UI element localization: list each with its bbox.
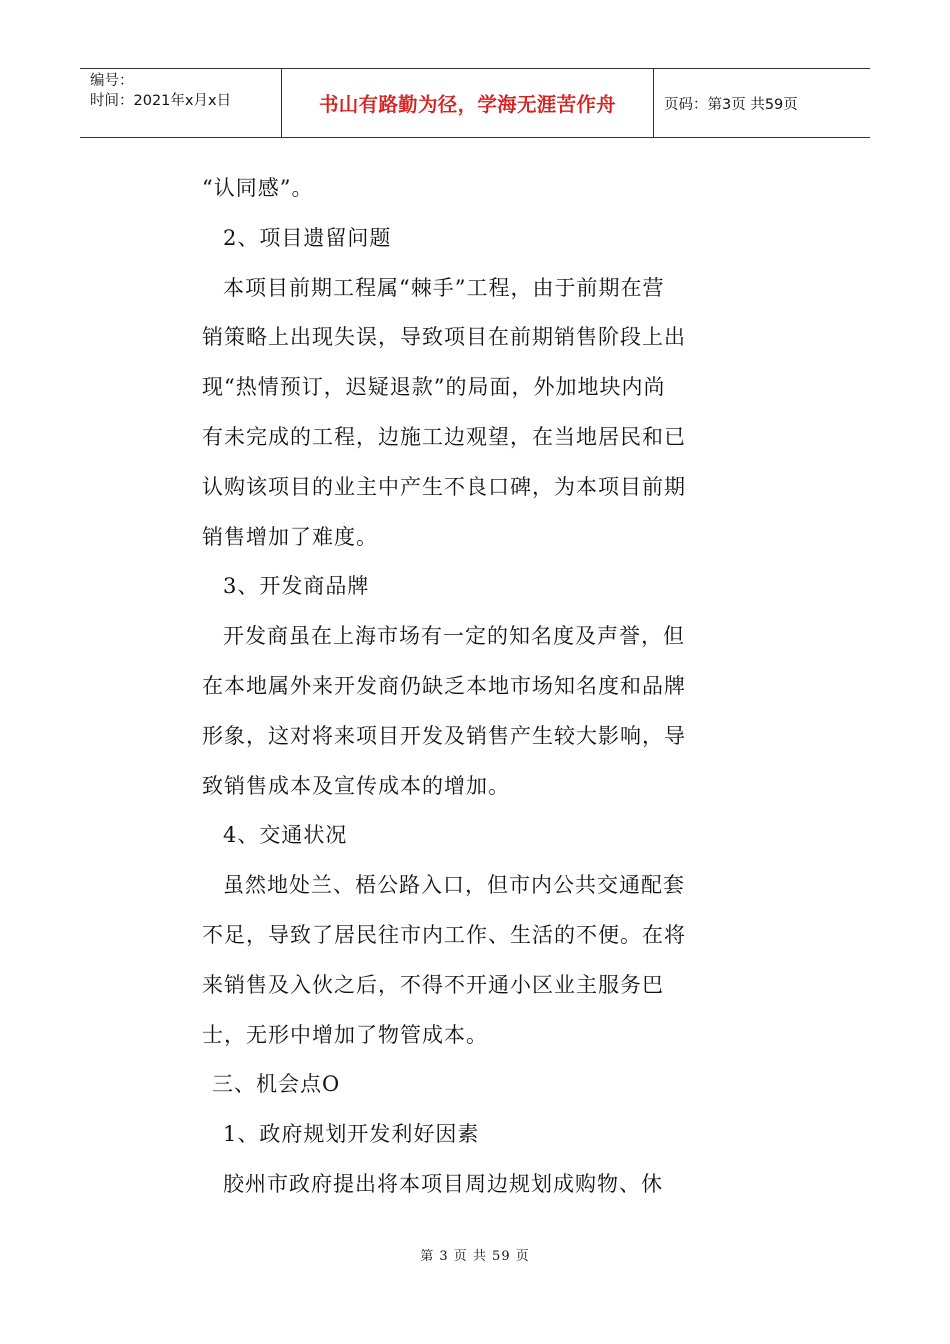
paragraph-line: 销售增加了难度。 xyxy=(202,524,378,549)
header-motto-cell xyxy=(282,69,654,137)
header-page-info: 页码：第3页 共59页 xyxy=(664,96,798,113)
document-time-label: 时间：2021年x月x日 xyxy=(90,93,232,109)
section-heading: 3、开发商品牌 xyxy=(223,574,370,599)
page-footer: 第 3 页 共 59 页 xyxy=(420,1249,530,1264)
paragraph-line: 销策略上出现失误，导致项目在前期销售阶段上出 xyxy=(202,325,686,350)
paragraph-line: “认同感”。 xyxy=(202,176,314,200)
paragraph-line: 士，无形中增加了物管成本。 xyxy=(202,1022,488,1047)
paragraph-line: 有未完成的工程，边施工边观望，在当地居民和已 xyxy=(202,424,686,449)
paragraph-line: 形象，这对将来项目开发及销售产生较大影响，导 xyxy=(202,723,686,748)
paragraph-line: 来销售及入伙之后，不得不开通小区业主服务巴 xyxy=(202,972,664,997)
paragraph-line: 在本地属外来开发商仍缺乏本地市场知名度和品牌 xyxy=(202,673,686,698)
chapter-heading: 三、机会点O xyxy=(212,1072,341,1097)
paragraph-line: 开发商虽在上海市场有一定的知名度及声誉，但 xyxy=(223,624,685,649)
paragraph-line: 本项目前期工程属“棘手”工程，由于前期在营 xyxy=(223,275,665,300)
paragraph-line: 不足，导致了居民往市内工作、生活的不便。在将 xyxy=(202,922,686,947)
header-motto: 书山有路勤为径，学海无涯苦作舟 xyxy=(318,93,616,116)
header-page-cell xyxy=(654,69,870,137)
paragraph-line: 胶州市政府提出将本项目周边规划成购物、休 xyxy=(223,1171,663,1196)
header-meta-cell xyxy=(80,69,282,137)
paragraph-line: 致销售成本及宣传成本的增加。 xyxy=(202,773,510,798)
document-number-label: 编号： xyxy=(90,73,134,89)
document-body xyxy=(202,164,722,1210)
page-header xyxy=(80,68,870,138)
section-heading: 4、交通状况 xyxy=(223,823,348,848)
paragraph-line: 认购该项目的业主中产生不良口碑，为本项目前期 xyxy=(202,474,686,499)
paragraph-line: 现“热情预订，迟疑退款”的局面，外加地块内尚 xyxy=(202,375,666,400)
section-heading: 2、项目遗留问题 xyxy=(223,225,392,250)
paragraph-line: 虽然地处兰、梧公路入口，但市内公共交通配套 xyxy=(223,873,685,898)
section-heading: 1、政府规划开发利好因素 xyxy=(223,1122,480,1147)
